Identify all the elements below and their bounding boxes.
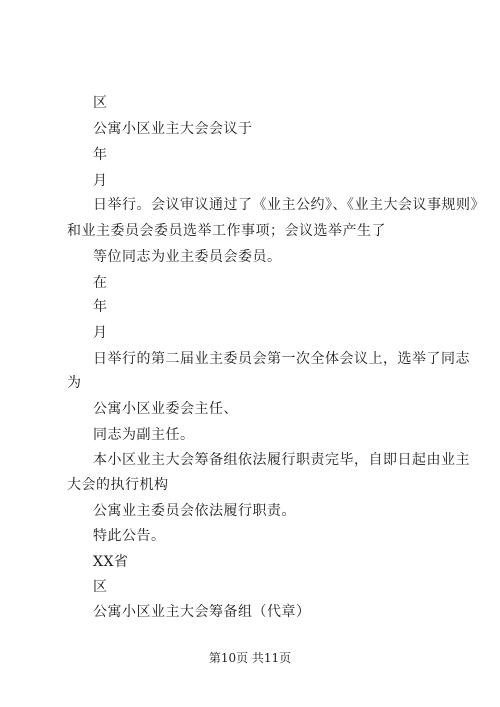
text-line: 公寓小区业主大会会议于: [93, 121, 253, 137]
text-line: 本小区业主大会筹备组依法履行职责完毕，自即日起由业主: [93, 452, 470, 468]
text-line: 区: [93, 579, 108, 595]
text-line: 同志为副主任。: [93, 427, 195, 443]
text-line: 大会的执行机构: [67, 477, 169, 493]
text-line: 在: [93, 275, 108, 291]
text-line: 等位同志为业主委员会委员。: [93, 249, 282, 265]
text-line: 公寓小区业主大会筹备组（代章）: [93, 604, 311, 620]
text-line: 公寓小区业委会主任、: [93, 401, 238, 417]
text-line: 和业主委员会委员选举工作事项；会议选举产生了: [67, 223, 386, 239]
text-line: 年: [93, 147, 108, 163]
text-line: 年: [93, 299, 108, 315]
text-line: 月: [93, 173, 108, 189]
text-line: 特此公告。: [93, 528, 166, 544]
text-line: 区: [93, 95, 108, 111]
text-line: XX省: [93, 554, 129, 570]
text-line: 公寓业主委员会依法履行职责。: [93, 503, 296, 519]
text-line: 日举行的第二届业主委员会第一次全体会议上，选举了同志: [93, 351, 470, 367]
text-line: 为: [67, 375, 82, 391]
text-line: 月: [93, 325, 108, 341]
text-line: 日举行。会议审议通过了《业主公约》、《业主大会议事规则》: [93, 197, 485, 213]
page-number-footer: 第10页 共11页: [208, 651, 292, 665]
